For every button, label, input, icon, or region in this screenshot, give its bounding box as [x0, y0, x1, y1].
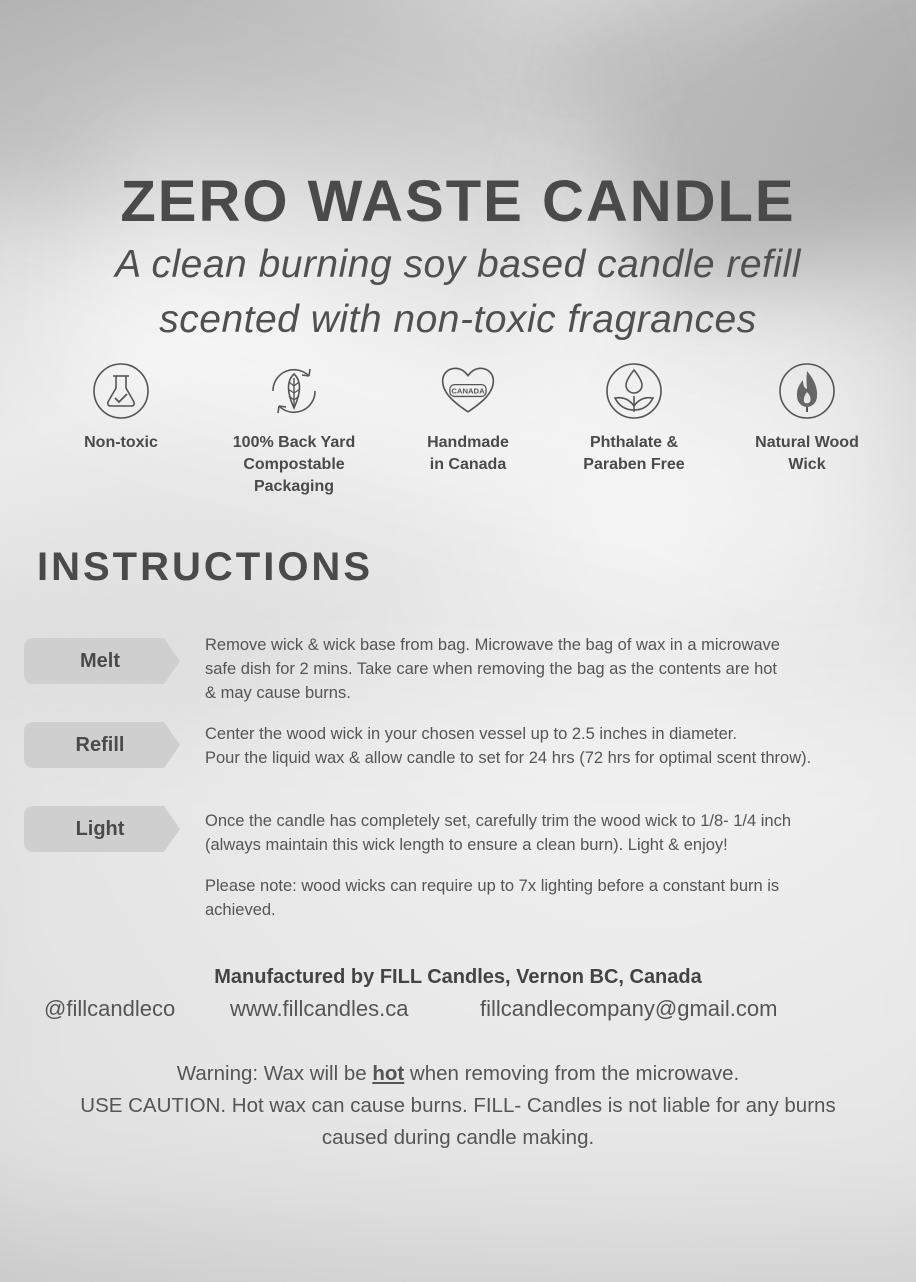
caution-line-1: USE CAUTION. Hot wax can cause burns. FILL- Candles is not liable for any burns: [80, 1094, 836, 1117]
drop-leaves-icon: [605, 362, 663, 420]
email-link[interactable]: fillcandlecompany@gmail.com: [480, 996, 778, 1021]
step-line: safe dish for 2 mins. Take care when removing the bag as the contents are hot: [205, 660, 778, 678]
step-line: Once the candle has completely set, carefully trim the wood wick to 1/8- 1/4 inch: [205, 812, 792, 830]
step-line: (always maintain this wick length to ensure a clean burn). Light & enjoy!: [205, 836, 728, 854]
leaf-recycle-icon: [265, 362, 323, 420]
step-label: Melt: [80, 650, 120, 672]
caution-line-2: caused during candle making.: [321, 1126, 595, 1149]
feature-label-line: Paraben Free: [583, 456, 685, 473]
step-text-light: [205, 809, 905, 857]
page-title: ZERO WASTE CANDLE: [120, 169, 796, 234]
warning-line: [0, 1058, 916, 1090]
manufacturer-line: Manufactured by FILL Candles, Vernon BC, Canada: [214, 966, 702, 988]
feature-non-toxic: [36, 362, 206, 454]
feature-label-line: Compostable: [243, 456, 345, 473]
canada-icon-text: CANADA: [451, 386, 485, 396]
feature-icons: [0, 362, 916, 512]
feature-label-line: in Canada: [429, 456, 507, 473]
wood-wick-note: [205, 874, 905, 922]
canada-heart-icon: [439, 362, 497, 420]
feature-label-line: Non-toxic: [84, 434, 158, 451]
step-tag-light: [24, 806, 180, 852]
step-label: Refill: [75, 734, 125, 756]
feature-compostable: [209, 362, 379, 498]
step-line: & may cause burns.: [205, 684, 351, 702]
step-tag-refill: [24, 722, 180, 768]
subtitle-line-2: scented with non-toxic fragrances: [159, 298, 757, 341]
note-line: Please note: wood wicks can require up to 7x lighting before a constant burn is: [205, 877, 780, 895]
feature-label-line: Handmade: [427, 434, 509, 451]
feature-label-line: 100% Back Yard: [232, 434, 356, 451]
social-handle[interactable]: @fillcandleco: [44, 996, 176, 1021]
warning-hot-text: hot: [372, 1062, 405, 1085]
step-label: Light: [75, 818, 125, 840]
feature-wood-wick: [722, 362, 892, 476]
feature-label-line: Phthalate &: [589, 434, 678, 451]
website-link[interactable]: www.fillcandles.ca: [230, 996, 409, 1021]
flame-icon: [778, 362, 836, 420]
subtitle-line-1: A clean burning soy based candle refill: [115, 243, 801, 286]
flask-icon: [92, 362, 150, 420]
feature-label-line: Natural Wood: [755, 434, 859, 451]
feature-handmade: [383, 362, 553, 476]
note-line: achieved.: [205, 901, 276, 919]
step-text-melt: [205, 633, 905, 705]
step-line: Pour the liquid wax & allow candle to set for 24 hrs (72 hrs for optimal scent throw).: [205, 749, 812, 767]
step-tag-melt: [24, 638, 180, 684]
step-text-refill: [205, 722, 905, 770]
step-line: Remove wick & wick base from bag. Microwave the bag of wax in a microwave: [205, 636, 780, 654]
warning-text: when removing from the microwave.: [404, 1062, 740, 1085]
warning-text: Warning: Wax will be: [176, 1062, 373, 1085]
step-line: Center the wood wick in your chosen vessel up to 2.5 inches in diameter.: [205, 725, 737, 743]
feature-label-line: Packaging: [253, 478, 335, 495]
instructions-heading: INSTRUCTIONS: [37, 545, 373, 589]
feature-phthalate-free: [549, 362, 719, 476]
feature-label-line: Wick: [788, 456, 826, 473]
